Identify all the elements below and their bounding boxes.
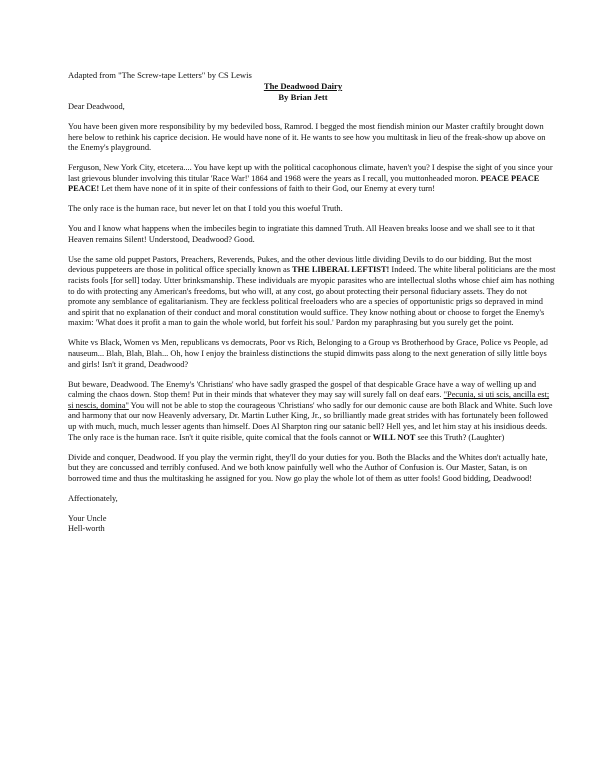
- will-not-emphasis: WILL NOT: [372, 432, 416, 442]
- paragraph-6: White vs Black, Women vs Men, republicans vs democrats, Poor vs Rich, Belonging to a Group vs Brotherhood by Grace, Police vs People, ad nauseum... Blah, Blah, Blah... Oh, how I enjoy the brainless distinctions the stupid dimwits pass along to the next generation of silly little boys and girls! Isn't it grand, Deadwood?: [68, 338, 548, 369]
- closing: Affectionately,: [68, 493, 118, 503]
- peace-emphasis: PEACE PEACE PEACE!: [68, 173, 540, 194]
- paragraph-7: [68, 380, 556, 444]
- paragraph-3: The only race is the human race, but never let on that I told you this woeful Truth.: [68, 204, 343, 214]
- paragraph-1: You have been given more responsibility by my bedeviled boss, Ramrod. I begged the most fiendish minion our Master craftily brought down here below to rethink his caprice decision. He would have none of it. He wants to see how you multitask in lieu of the freak-show up above on the Enemy's playground.: [68, 121, 546, 153]
- paragraph-7-text-a: But beware, Deadwood. The Enemy's 'Christians' who have sadly grasped the gospel of that despicable Grace have a way of welling up and calming the chaos down. Stop them! Put in their minds that whatever they may say will surely fall on deaf ears.: [68, 379, 537, 400]
- paragraph-5-text-a: Use the same old puppet Pastors, Preachers, Reverends, Pukes, and the other devious little dividing Devils to do our bidding. But the most devious puppeteers are those in political office specially known as: [68, 254, 532, 275]
- paragraph-2: [68, 163, 556, 195]
- paragraph-5: [68, 255, 556, 329]
- title-block: [243, 81, 363, 102]
- source-attribution: Adapted from "The Screw-tape Letters" by CS Lewis: [68, 70, 252, 80]
- paragraph-4: You and I know what happens when the imbeciles begin to ingratiate this damned Truth. All Heaven breaks loose and we shall see to it that Heaven remains Silent! Understood, Deadwood? Good.: [68, 224, 535, 244]
- signature-line-2: Hell-worth: [68, 524, 105, 534]
- paragraph-2-text-a: Ferguson, New York City, etcetera.... You have kept up with the political cacophonous climate, haven't you? I despise the sight of you since your last grievous blunder involving this titular 'Race War!' 1864 and 1968 were the years as I recall, you muttonheaded moron.: [68, 163, 553, 183]
- paragraph-2-text-c: Let them have none of it in spite of their confessions of faith to their God, our Enemy at every turn!: [99, 184, 436, 194]
- paragraph-7-text-c: You will not be able to stop the courageous 'Christians' who sadly for our demonic cause are both Black and White. Such love and harmony that our now Heavenly adversary, Dr. Martin Luther King, Jr., so brilliantly made great strides with has fortunately been followed up with much, much, much lesser agents than himself. Does Al Sharpton ring our satanic bell? Hell yes, and let him stay at his insidious deeds. The only race is the human race. Isn't it quite risible, quite comical that the fools cannot or: [68, 400, 553, 442]
- paragraph-8: Divide and conquer, Deadwood. If you play the vermin right, they'll do your duties for you. Both the Blacks and the Whites don't actually hate, but they are concussed and terribly confused. And we both know painfully well who the Author of Confusion is. Our Master, Satan, is on borrowed time and thus the multitasking he assigned for you. Now go play the whole lot of them as utter fools! Good bidding, Deadwood!: [68, 452, 548, 483]
- paragraph-7-text-e: see this Truth? (Laughter): [415, 432, 505, 442]
- paragraph-5-text-c: Indeed. The white liberal politicians are the most racists fools [for sell] today. Utter brinksmanship. These individuals are myopic parasites who are intellectual sloths whose chief aim has nothing to do with protecting any American's freedoms, but who will, at any cost, go about protecting their personal fiduciary assets. They do not promote any semblance of egalitarianism. They are feckless political freeloaders who are a species of opportunistic prigs so depraved in mind and spirit that no explanation of their conduct and moral constitution would suffice. They know nothing about or choose to forget the Enemy's maxim: 'What does it profit a man to gain the whole world, but forfeit his soul.' Pardon my paraphrasing but you surely get the point.: [68, 265, 556, 328]
- latin-quote: "Pecunia, si uti scis, ancilla est; si nescis, domina": [68, 390, 550, 410]
- liberal-leftist-emphasis: THE LIBERAL LEFTIST!: [292, 265, 390, 275]
- signature-line-1: Your Uncle: [68, 513, 107, 523]
- document-title: The Deadwood Dairy: [263, 81, 343, 91]
- byline: By Brian Jett: [278, 91, 328, 102]
- signature-block: [68, 514, 556, 535]
- salutation: Dear Deadwood,: [68, 102, 125, 111]
